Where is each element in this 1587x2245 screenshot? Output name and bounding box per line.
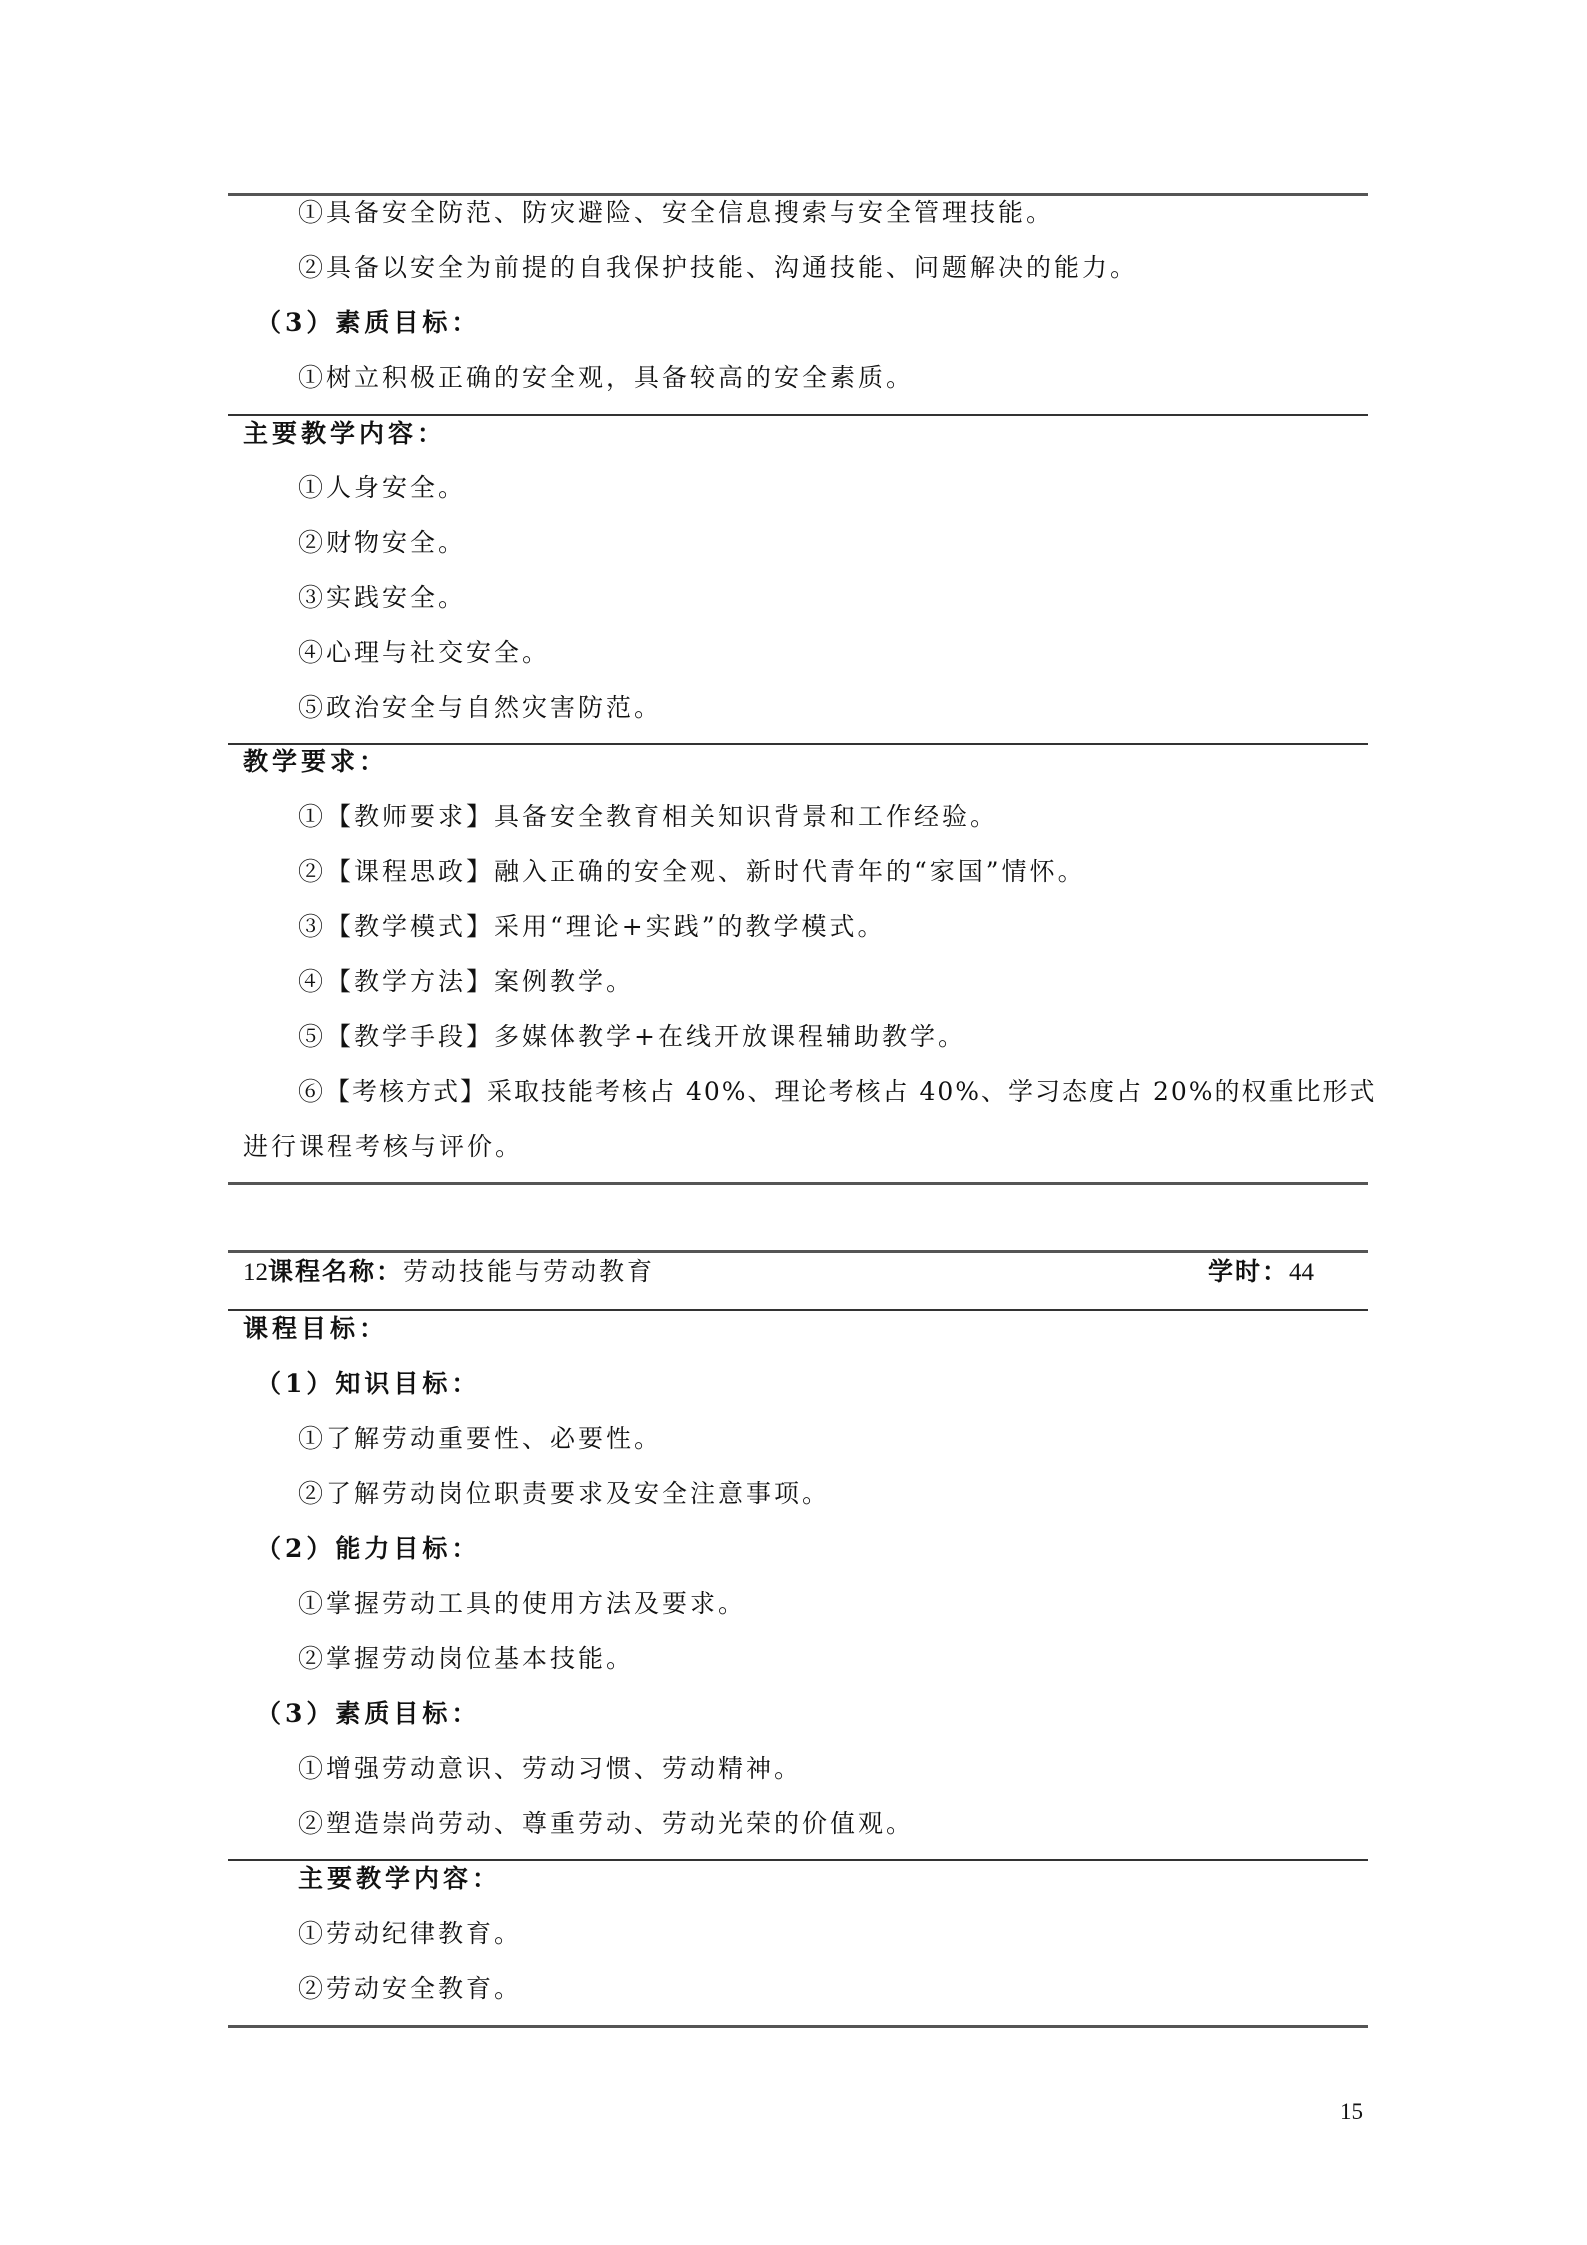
course-top-rule: [228, 1250, 1368, 1253]
quality-item-1: ①树立积极正确的安全观，具备较高的安全素质。: [298, 363, 915, 392]
divider: [228, 414, 1368, 416]
ability-item-2: ②掌握劳动岗位基本技能。: [298, 1644, 635, 1673]
ability-item-1: ①掌握劳动工具的使用方法及要求。: [298, 1589, 747, 1618]
content-heading: 主要教学内容：: [243, 419, 447, 448]
content-item-4: ④心理与社交安全。: [298, 638, 551, 667]
requirement-item-6: ⑥【考核方式】采取技能考核占 40%、理论考核占 40%、学习态度占 20%的权重比形式: [298, 1077, 1377, 1106]
skill-item-2: ②具备以安全为前提的自我保护技能、沟通技能、问题解决的能力。: [298, 253, 1139, 282]
content-item-1: ①人身安全。: [298, 473, 467, 502]
requirement-item-6-continuation: 进行课程考核与评价。: [243, 1132, 524, 1161]
quality-heading: （3）素质目标：: [256, 308, 481, 337]
divider: [228, 743, 1368, 745]
course-hours: [1208, 1255, 1314, 1290]
knowledge-item-2: ②了解劳动岗位职责要求及安全注意事项。: [298, 1479, 831, 1508]
requirement-item-1: ①【教师要求】具备安全教育相关知识背景和工作经验。: [298, 802, 999, 831]
requirement-item-4: ④【教学方法】案例教学。: [298, 967, 635, 996]
course-name-label: 课程名称：: [268, 1257, 404, 1286]
skill-item-1: ①具备安全防范、防灾避险、安全信息搜索与安全管理技能。: [298, 198, 1055, 227]
course-content-item-2: ②劳动安全教育。: [298, 1974, 523, 2003]
quality-item-1: ①增强劳动意识、劳动习惯、劳动精神。: [298, 1754, 803, 1783]
course-content-heading: 主要教学内容：: [298, 1864, 502, 1893]
course-hours-value: 44: [1289, 1259, 1315, 1286]
ability-heading: （2）能力目标：: [256, 1534, 481, 1563]
requirement-item-5: ⑤【教学手段】多媒体教学+在线开放课程辅助教学。: [298, 1022, 966, 1051]
content-item-3: ③实践安全。: [298, 583, 467, 612]
quality-heading: （3）素质目标：: [256, 1699, 481, 1728]
course-goals-heading: 课程目标：: [243, 1314, 389, 1343]
content-item-2: ②财物安全。: [298, 528, 467, 557]
knowledge-heading: （1）知识目标：: [256, 1369, 481, 1398]
course-bottom-rule: [228, 2025, 1368, 2028]
course-hours-label: 学时：: [1208, 1257, 1290, 1286]
requirement-item-3: ③【教学模式】采用“理论+实践”的教学模式。: [298, 912, 886, 941]
section-end-rule: [228, 1182, 1368, 1185]
requirement-item-2: ②【课程思政】融入正确的安全观、新时代青年的“家国”情怀。: [298, 857, 1086, 886]
course-title-row: [243, 1255, 655, 1290]
divider: [228, 1309, 1368, 1311]
knowledge-item-1: ①了解劳动重要性、必要性。: [298, 1424, 663, 1453]
quality-item-2: ②塑造崇尚劳动、尊重劳动、劳动光荣的价值观。: [298, 1809, 915, 1838]
divider: [228, 1859, 1368, 1861]
page-number: 15: [1340, 2099, 1363, 2124]
course-number: 12: [243, 1259, 268, 1286]
course-name-value: 劳动技能与劳动教育: [403, 1257, 656, 1286]
content-item-5: ⑤政治安全与自然灾害防范。: [298, 693, 663, 722]
requirements-heading: 教学要求：: [243, 747, 389, 776]
course-content-item-1: ①劳动纪律教育。: [298, 1919, 523, 1948]
